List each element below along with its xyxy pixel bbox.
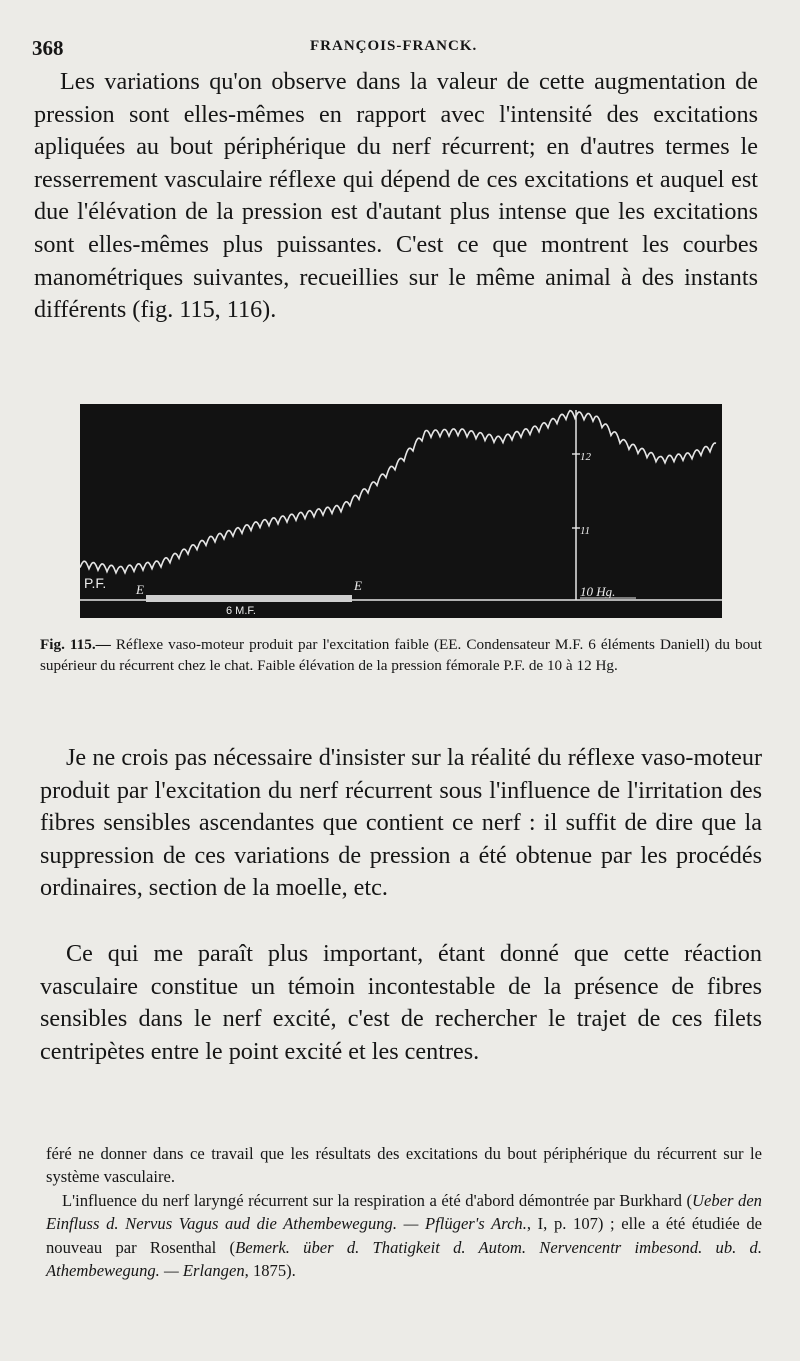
pressure-curve	[80, 411, 716, 573]
footnote-2-ref-rosenthal: Bemerk. über d. Thatigkeit d. Autom. Nervencentr imbesond. ub. d. Athembewegung. — Erlangen	[46, 1237, 762, 1281]
footnote-2-text-e: , 1875).	[244, 1261, 296, 1281]
page-number: 368	[32, 36, 64, 60]
label-pf: P.F.	[84, 575, 107, 591]
footnote-2-ref-burkhard: Ueber den Einfluss d. Nervus Vagus aud die Athembewegung. — Pflüger's Arch.	[46, 1190, 762, 1234]
paragraph-3: Ce qui me paraît plus important, étant donné que cette réaction vasculaire constitue un témoin incontestable de la présence de fibres sensibles dans le nerf excité, c'est de rechercher le trajet de ces filets centripètes entre le point excité et les centres.	[40, 940, 762, 1065]
paragraph-1: Les variations qu'on observe dans la valeur de cette augmentation de pression sont elles-mêmes en rapport avec l'intensité des excitations apliquées au bout périphérique du nerf récurrent; en d'autres termes le resserrement vasculaire réflexe qui dépend de ces excitations et auquel est due l'élévation de la pression est d'autant plus intense que les excitations sont elles-mêmes plus puissantes. C'est ce que montrent les courbes manométriques suivantes, recueillies sur le même animal à des instants différents (fig. 115, 116).	[34, 68, 758, 324]
paragraph-2: Je ne crois pas nécessaire d'insister sur la réalité du réflexe vaso-moteur produit par l'excitation du nerf récurrent sous l'influence de l'irritation des fibres sensibles ascendantes que contient ce nerf : il suffit de dire que la suppression de ces variations de pression a été obtenue par les procédés ordinaires, section de la moelle, etc.	[40, 744, 762, 902]
label-e-start: E	[136, 582, 144, 597]
caption-label: Fig. 115.—	[40, 636, 111, 653]
footnote-2-text-a: L'influence du nerf laryngé récurrent sur la respiration a été d'abord démontrée par Burkhard (	[62, 1190, 692, 1210]
running-header	[32, 36, 762, 62]
figure-caption	[40, 634, 762, 676]
scale-label-10: 10 Hg.	[580, 584, 616, 599]
label-signal: 6 M.F.	[226, 605, 256, 617]
caption-text: Réflexe vaso-moteur produit par l'excitation faible (EE. Condensateur M.F. 6 éléments Daniell) du bout supérieur du récurrent chez le chat. Faible élévation de la pression fémorale P.F. de 10 à 12 Hg.	[40, 636, 762, 674]
running-title: FRANÇOIS-FRANCK.	[310, 38, 478, 54]
signal-bar	[146, 595, 352, 602]
footnote-2-text-c: , I, p. 107) ; elle a été étudiée de nouveau par Rosenthal (	[46, 1214, 763, 1257]
label-e-end: E	[354, 578, 362, 593]
footnote-2	[46, 1189, 762, 1283]
figure-115	[80, 404, 722, 618]
scale-label-11: 11	[580, 525, 591, 537]
footnotes	[46, 1142, 762, 1282]
scale-label-12: 12	[580, 451, 591, 463]
footnote-continued: féré ne donner dans ce travail que les résultats des excitations du bout périphérique du récurrent sur le système vasculaire.	[46, 1144, 762, 1187]
manometric-tracing	[80, 404, 722, 618]
